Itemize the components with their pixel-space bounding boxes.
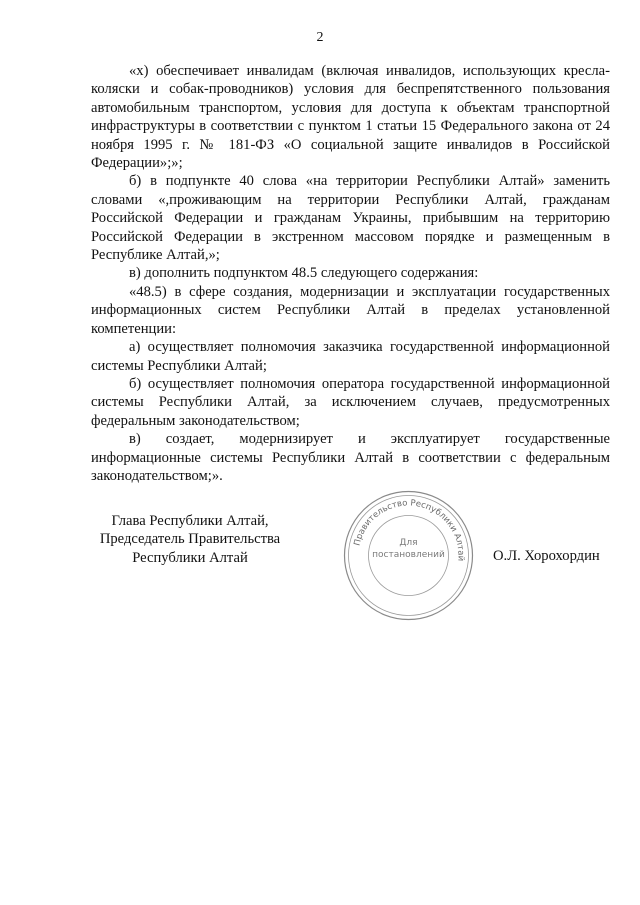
stamp-ring-text: Правительство Республики Алтай <box>352 498 466 562</box>
signatory-position-line: Республики Алтай <box>132 549 248 566</box>
paragraph: в) дополнить подпунктом 48.5 следующего содержания: <box>129 265 479 282</box>
signatory-position-line: Председатель Правительства <box>99 531 281 548</box>
document-body <box>91 62 610 485</box>
paragraph: б) осуществляет полномочия оператора государственной информационной системы Республики Алтай, за исключением случаев, предусмотренных федеральным законодательством; <box>91 375 610 429</box>
stamp-inner-text <box>341 537 476 561</box>
paragraph: в) создает, модернизирует и эксплуатирует государственные информационные системы Республики Алтай в соответствии с федеральным законодательством;». <box>91 431 610 484</box>
paragraph: «48.5) в сфере создания, модернизации и эксплуатации государственных информационных систем Республики Алтай в пределах установленной компетенции: <box>91 283 610 337</box>
paragraph: «х) обеспечивает инвалидам (включая инвалидов, использующих кресла-коляски и собак-проводников) условия для беспрепятственного пользования автомобильным транспортом, условия для доступа к объектам транспортной инфраструктуры в соответствии с пунктом 1 статьи 15 Федерального закона от 24 ноября 1995 г. № 181-ФЗ «О социальной защите инвалидов в Российской Федерации»;»; <box>91 63 610 172</box>
stamp-inner-line: Для <box>399 538 418 548</box>
official-stamp <box>341 488 476 623</box>
signatory-position <box>90 512 290 567</box>
paragraph: а) осуществляет полномочия заказчика государственной информационной системы Республики Алтай; <box>91 339 610 374</box>
stamp-inner-line: постановлений <box>372 550 445 560</box>
page-number: 2 <box>316 30 324 45</box>
signatory-position-line: Глава Республики Алтай, <box>111 513 269 529</box>
paragraph: б) в подпункте 40 слова «на территории Республики Алтай» заменить словами «,проживающим на территории Республики Алтай, гражданам Российской Федерации и гражданам Украины, прибывшим на территорию Российской Федерации в экстренном массовом порядке и размещенным в Республике Алтай,»; <box>91 173 610 264</box>
signatory-name: О.Л. Хорохордин <box>493 548 600 564</box>
